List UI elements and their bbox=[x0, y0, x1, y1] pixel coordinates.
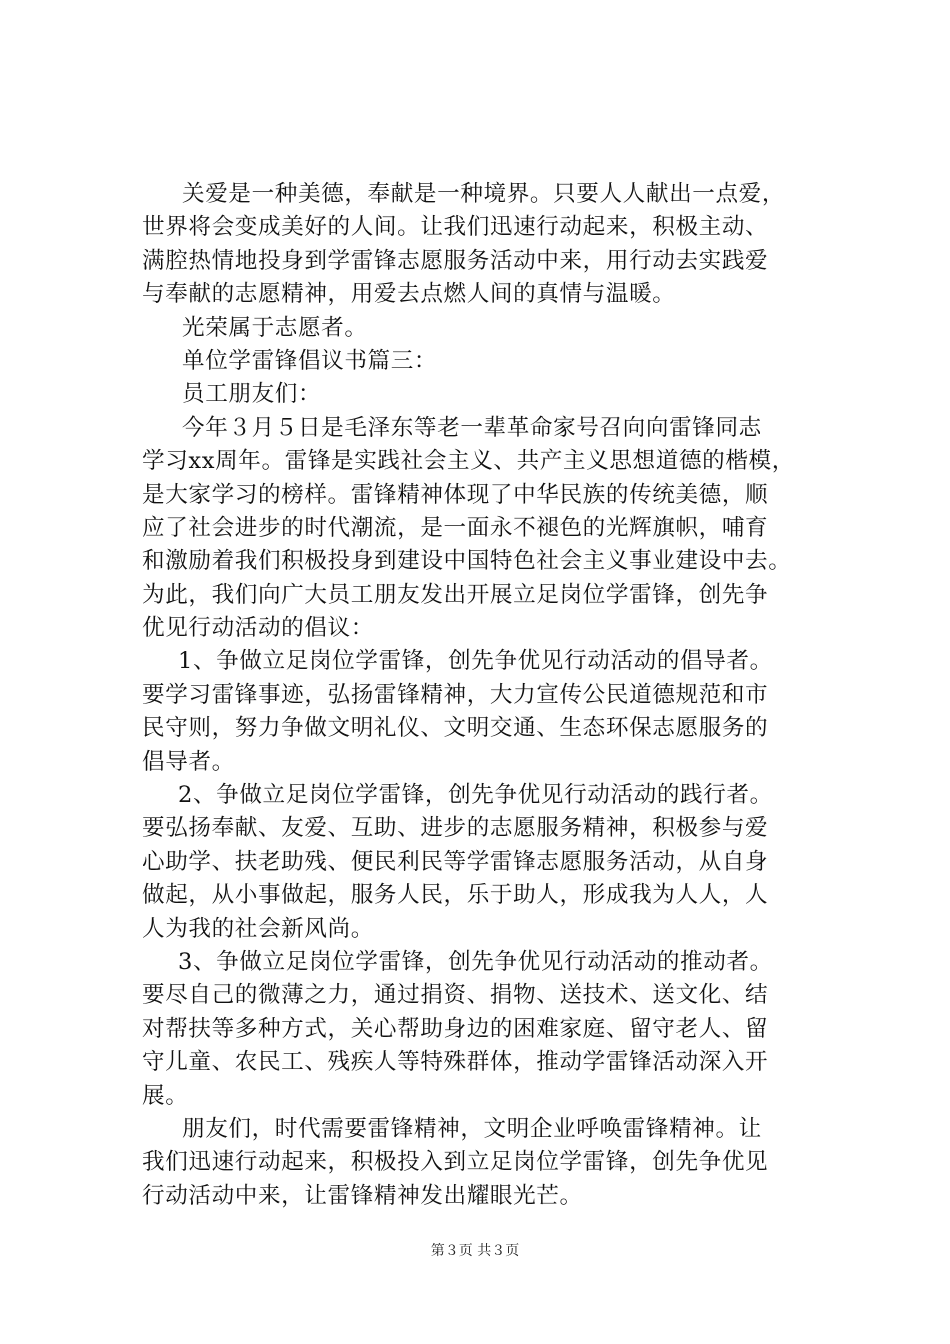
text-line: 展。 bbox=[142, 1082, 189, 1109]
list-item-heading: 2、争做立足岗位学雷锋，创先争优见行动活动的践行者。 bbox=[178, 782, 773, 809]
text-line: 人为我的社会新风尚。 bbox=[142, 915, 374, 942]
text-line: 和激励着我们积极投身到建设中国特色社会主义事业建设中去。 bbox=[142, 548, 792, 575]
text-line: 对帮扶等多种方式，关心帮助身边的困难家庭、留守老人、留 bbox=[142, 1015, 769, 1042]
text-line: 与奉献的志愿精神，用爱去点燃人间的真情与温暖。 bbox=[142, 281, 676, 308]
text-line: 守儿童、农民工、残疾人等特殊群体，推动学雷锋活动深入开 bbox=[142, 1049, 769, 1076]
text-line: 应了社会进步的时代潮流，是一面永不褪色的光辉旗帜，哺育 bbox=[142, 514, 769, 541]
list-item-heading: 3、争做立足岗位学雷锋，创先争优见行动活动的推动者。 bbox=[178, 948, 773, 975]
text-line: 行动活动中来，让雷锋精神发出耀眼光芒。 bbox=[142, 1182, 583, 1209]
text-line: 为此，我们向广大员工朋友发出开展立足岗位学雷锋，创先争 bbox=[142, 581, 769, 608]
text-line: 倡导者。 bbox=[142, 748, 235, 775]
text-line: 我们迅速行动起来，积极投入到立足岗位学雷锋，创先争优见 bbox=[142, 1149, 769, 1176]
text-line: 满腔热情地投身到学雷锋志愿服务活动中来，用行动去实践爱 bbox=[142, 247, 769, 274]
salutation: 员工朋友们： bbox=[182, 381, 322, 408]
list-item-heading: 1、争做立足岗位学雷锋，创先争优见行动活动的倡导者。 bbox=[178, 648, 773, 675]
text-line: 是大家学习的榜样。雷锋精神体现了中华民族的传统美德，顺 bbox=[142, 481, 769, 508]
text-line: 光荣属于志愿者。 bbox=[182, 314, 368, 341]
text-line: 民守则，努力争做文明礼仪、文明交通、生态环保志愿服务的 bbox=[142, 715, 769, 742]
text-line: 做起，从小事做起，服务人民，乐于助人，形成我为人人，人 bbox=[142, 882, 769, 909]
text-line: 世界将会变成美好的人间。让我们迅速行动起来，积极主动、 bbox=[142, 214, 769, 241]
document-body bbox=[142, 178, 832, 1213]
text-line: 要弘扬奉献、友爱、互助、进步的志愿服务精神，积极参与爱 bbox=[142, 815, 769, 842]
text-line: 要学习雷锋事迹，弘扬雷锋精神，大力宣传公民道德规范和市 bbox=[142, 681, 769, 708]
text-line: 优见行动活动的倡议： bbox=[142, 615, 374, 642]
text-line: 要尽自己的微薄之力，通过捐资、捐物、送技术、送文化、结 bbox=[142, 982, 769, 1009]
page-number-footer: 第３页 共３页 bbox=[430, 1243, 520, 1259]
text-line: 关爱是一种美德，奉献是一种境界。只要人人献出一点爱， bbox=[182, 181, 786, 207]
text-line: 心助学、扶老助残、便民利民等学雷锋志愿服务活动，从自身 bbox=[142, 848, 769, 875]
text-line: 今年３月５日是毛泽东等老一辈革命家号召向向雷锋同志 bbox=[182, 414, 762, 441]
section-heading: 单位学雷锋倡议书篇三： bbox=[182, 347, 438, 374]
text-line: 朋友们，时代需要雷锋精神，文明企业呼唤雷锋精神。让 bbox=[182, 1115, 762, 1142]
text-line: 学习xx周年。雷锋是实践社会主义、共产主义思想道德的楷模， bbox=[142, 448, 795, 475]
